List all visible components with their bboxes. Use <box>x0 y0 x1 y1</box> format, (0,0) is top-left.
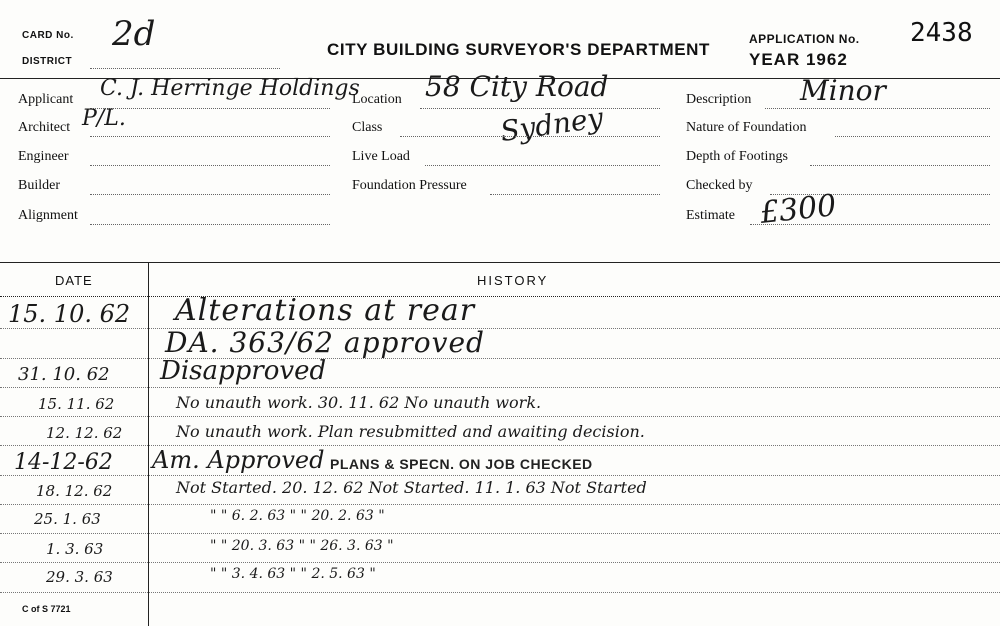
history-row-date: 31. 10. 62 <box>18 364 110 385</box>
history-top-border <box>0 262 1000 263</box>
row-line <box>0 475 1000 476</box>
card-no-label: CARD No. <box>22 30 74 41</box>
history-row-text: No unauth work. 30. 11. 62 No unauth work. <box>176 393 542 412</box>
application-number: 2438 <box>910 18 973 48</box>
architect-value: P/L. <box>82 106 126 131</box>
history-row-date: 14-12-62 <box>14 450 113 475</box>
row-line <box>0 328 1000 329</box>
estimate-underline <box>750 224 990 225</box>
description-underline <box>765 108 990 109</box>
history-row-text: No unauth work. Plan resubmitted and awaiting decision. <box>176 422 645 441</box>
history-row-text: " " 20. 3. 63 " " 26. 3. 63 " <box>210 538 394 554</box>
architect-underline <box>90 136 330 137</box>
class-value: Sydney <box>498 100 606 149</box>
alignment-underline <box>90 224 330 225</box>
card-no-value: 2d <box>112 14 156 54</box>
applicant-label: Applicant <box>18 92 74 107</box>
engineer-label: Engineer <box>18 149 69 164</box>
year-label: YEAR 1962 <box>749 50 848 69</box>
class-underline <box>400 136 660 137</box>
engineer-underline <box>90 165 330 166</box>
date-header: DATE <box>55 273 93 288</box>
row-line <box>0 533 1000 534</box>
date-column-divider <box>148 262 149 626</box>
depth-of-footings-label: Depth of Footings <box>686 149 788 164</box>
applicant-underline <box>90 108 330 109</box>
live-load-underline <box>425 165 660 166</box>
row-line <box>0 592 1000 593</box>
description-label: Description <box>686 92 752 107</box>
history-row-date: 29. 3. 63 <box>46 568 113 586</box>
history-row-text: Alterations at rear <box>175 293 476 328</box>
row-line <box>0 416 1000 417</box>
history-row-text: DA. 363/62 approved <box>165 326 485 359</box>
history-row-text: " " 6. 2. 63 " " 20. 2. 63 " <box>210 508 385 524</box>
live-load-label: Live Load <box>352 149 410 164</box>
builder-label: Builder <box>18 178 60 193</box>
foundation-pressure-underline <box>490 194 660 195</box>
location-label: Location <box>352 92 402 107</box>
history-row-date: 15. 10. 62 <box>8 300 131 328</box>
estimate-value: £300 <box>758 188 838 231</box>
foundation-pressure-label: Foundation Pressure <box>352 178 467 193</box>
nature-of-foundation-label: Nature of Foundation <box>686 120 807 135</box>
row-line <box>0 358 1000 359</box>
history-row-date: 12. 12. 62 <box>46 424 123 442</box>
history-row-date: 15. 11. 62 <box>38 395 115 413</box>
row-line <box>0 445 1000 446</box>
checked-by-label: Checked by <box>686 178 753 193</box>
location-value: 58 City Road <box>425 70 609 103</box>
department-title: CITY BUILDING SURVEYOR'S DEPARTMENT <box>327 40 711 59</box>
application-label: APPLICATION No. <box>749 32 860 46</box>
history-row-date: 1. 3. 63 <box>46 540 104 558</box>
history-row-date: 18. 12. 62 <box>36 482 113 500</box>
district-underline <box>90 68 280 69</box>
nature-of-foundation-underline <box>835 136 990 137</box>
architect-label: Architect <box>18 120 71 135</box>
row-line <box>0 562 1000 563</box>
header-row-line <box>0 296 1000 297</box>
class-label: Class <box>352 120 383 135</box>
history-row-date: 25. 1. 63 <box>34 510 101 528</box>
estimate-label: Estimate <box>686 208 735 223</box>
district-label: DISTRICT <box>22 56 73 67</box>
form-number: C of S 7721 <box>22 604 71 614</box>
history-header: HISTORY <box>477 273 549 288</box>
history-row-text: " " 3. 4. 63 " " 2. 5. 63 " <box>210 566 376 582</box>
description-value: Minor <box>800 74 886 107</box>
history-row-text: Disapproved <box>160 356 327 386</box>
row-line <box>0 504 1000 505</box>
applicant-value: C. J. Herringe Holdings <box>100 76 360 101</box>
depth-of-footings-underline <box>810 165 990 166</box>
builder-underline <box>90 194 330 195</box>
plans-checked-stamp: PLANS & SPECN. ON JOB CHECKED <box>330 456 593 472</box>
history-row-text: Not Started. 20. 12. 62 Not Started. 11. 1. 63 Not Started <box>176 478 647 497</box>
alignment-label: Alignment <box>18 208 78 223</box>
history-row-text: Am. Approved <box>152 446 325 474</box>
row-line <box>0 387 1000 388</box>
